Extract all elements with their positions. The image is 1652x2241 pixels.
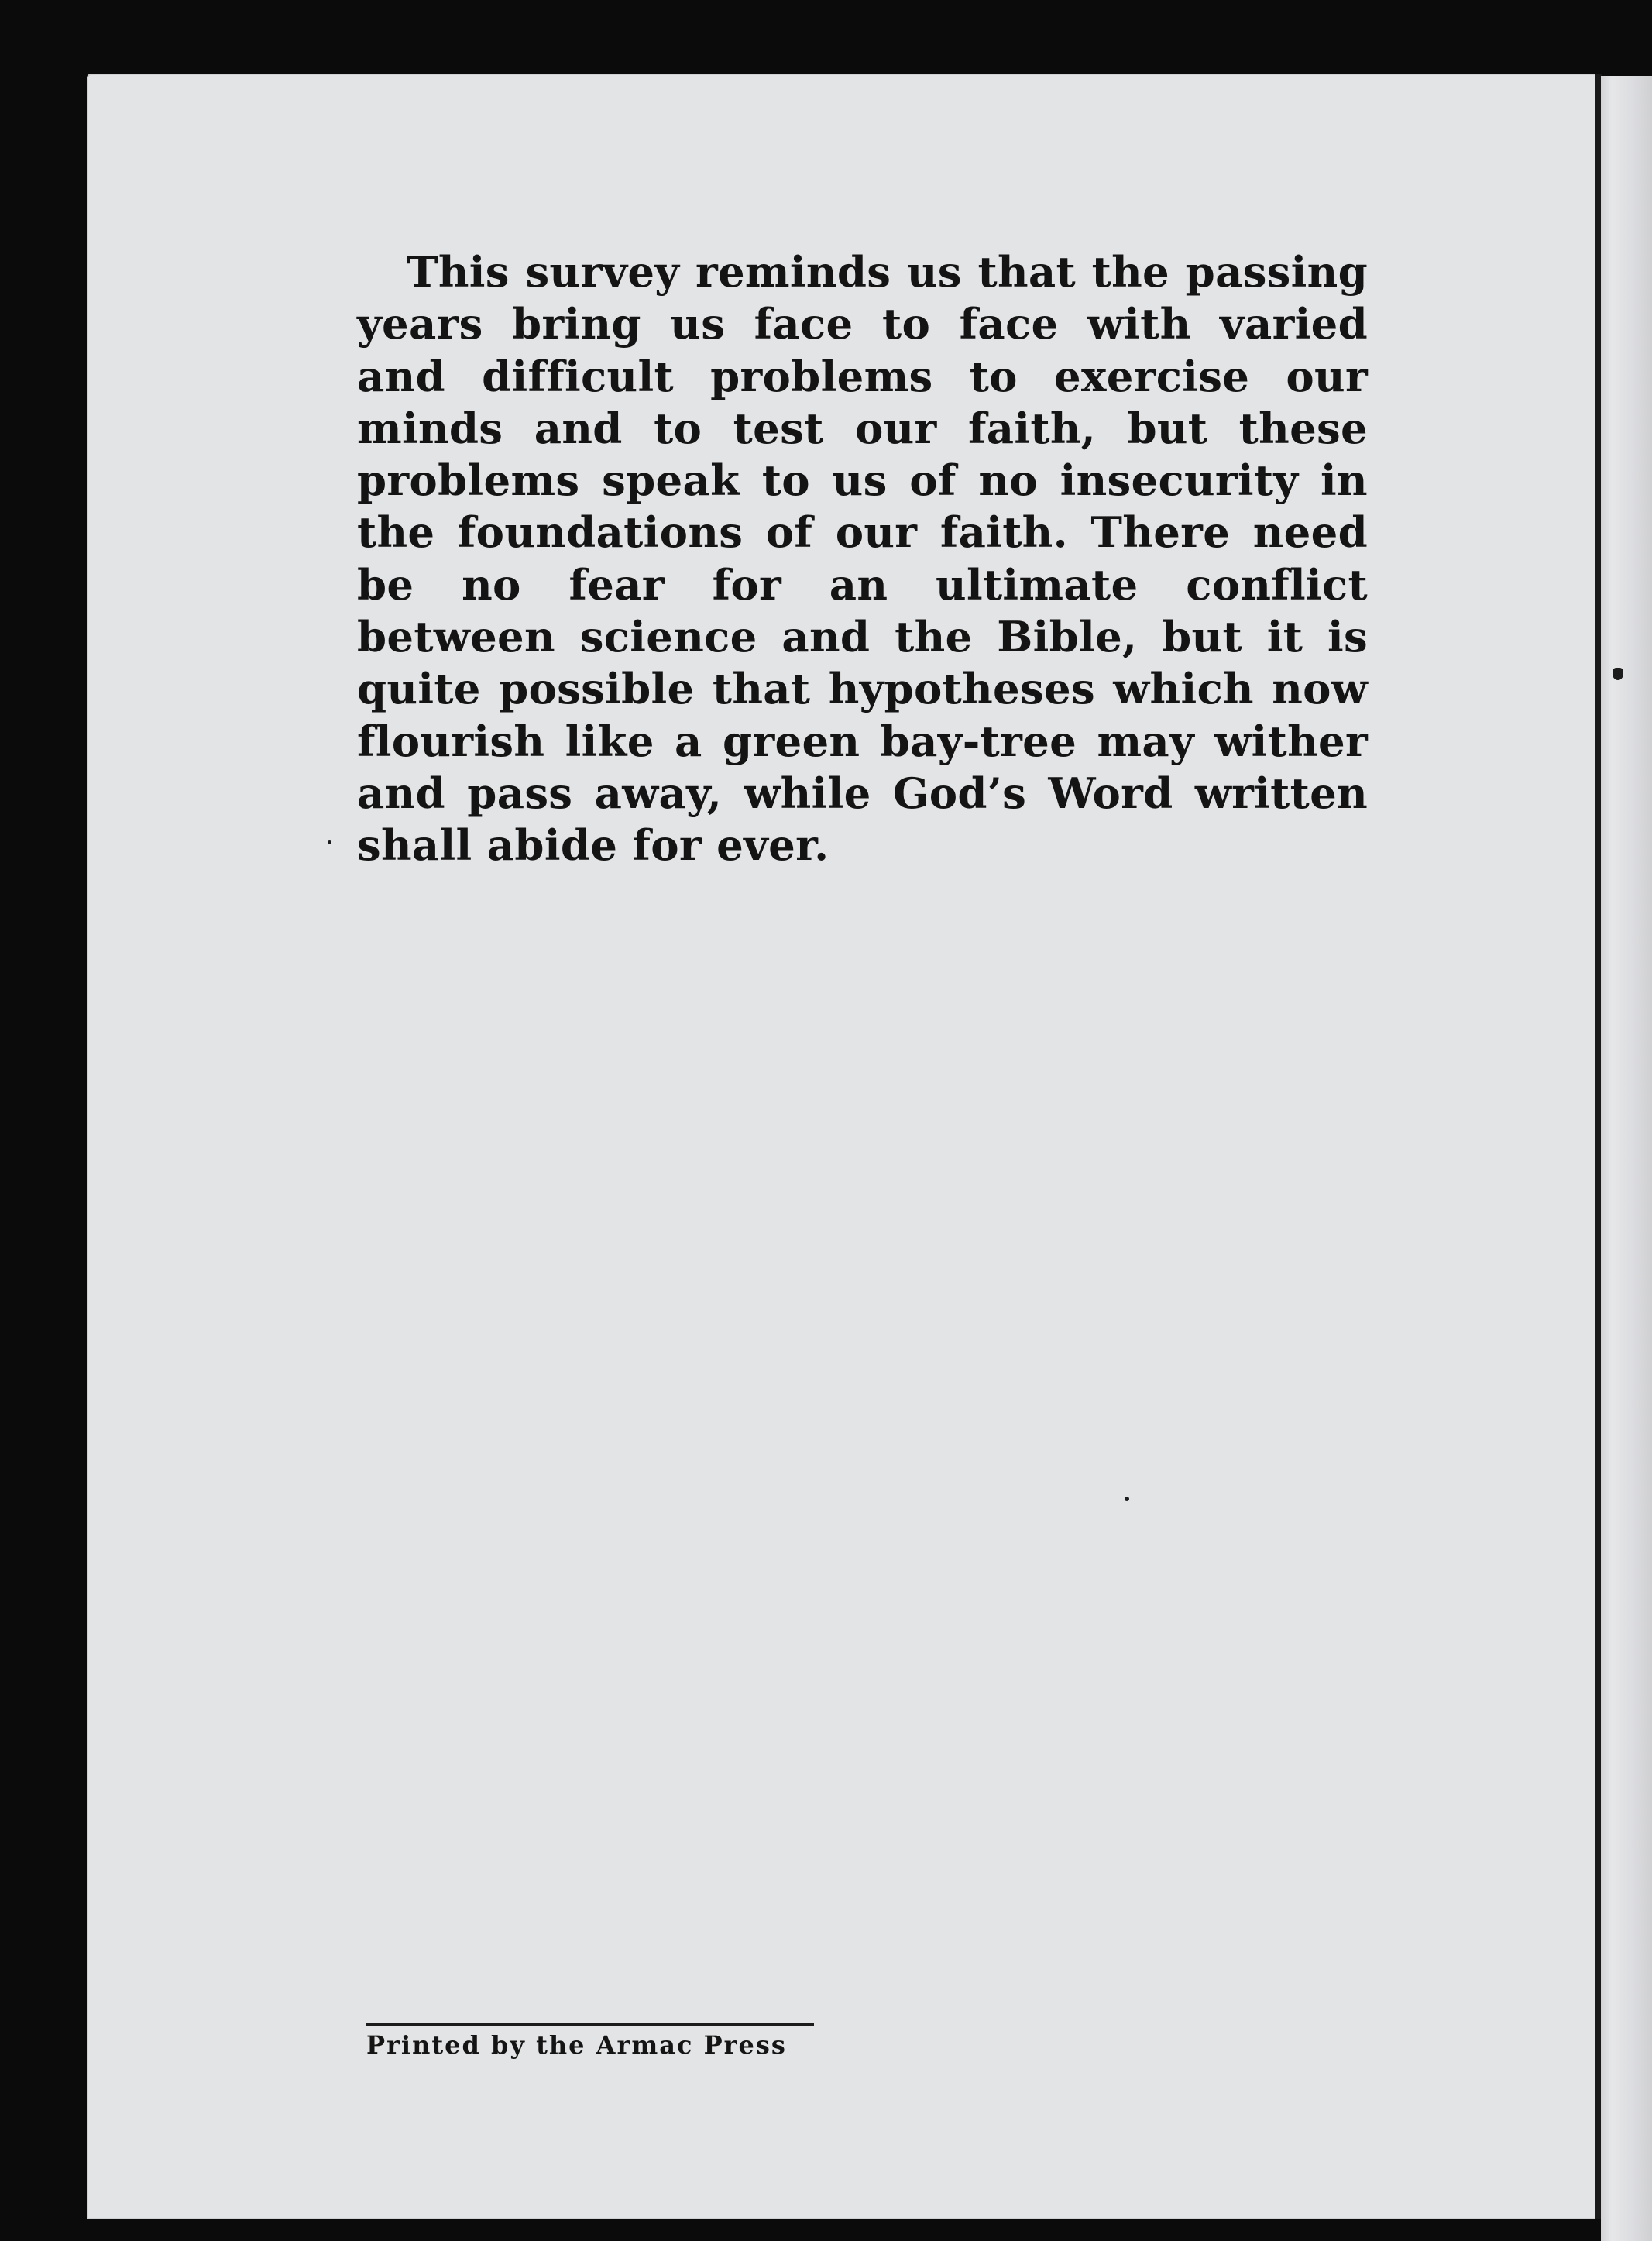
imprint-rule bbox=[366, 2023, 814, 2026]
printer-imprint: Printed by the Armac Press bbox=[366, 2030, 787, 2060]
dust-speck bbox=[1613, 668, 1623, 680]
book-spine-edge bbox=[1601, 76, 1652, 2241]
dust-speck bbox=[328, 840, 331, 844]
scan-bottom-edge bbox=[87, 2219, 1601, 2241]
body-paragraph: This survey reminds us that the passing years bring us face to face with varied and difficult problems to exercise our minds and to test our faith, but these problems speak to us of no insecurity in the foundations of our faith. There need be no fear for an ultimate conflict between science and the Bible, but it is quite possible that hypotheses which now flourish like a green bay-tree may wither and pass away, while God’s Word written shall abide for ever. bbox=[357, 247, 1368, 871]
dust-speck bbox=[1125, 1497, 1129, 1501]
